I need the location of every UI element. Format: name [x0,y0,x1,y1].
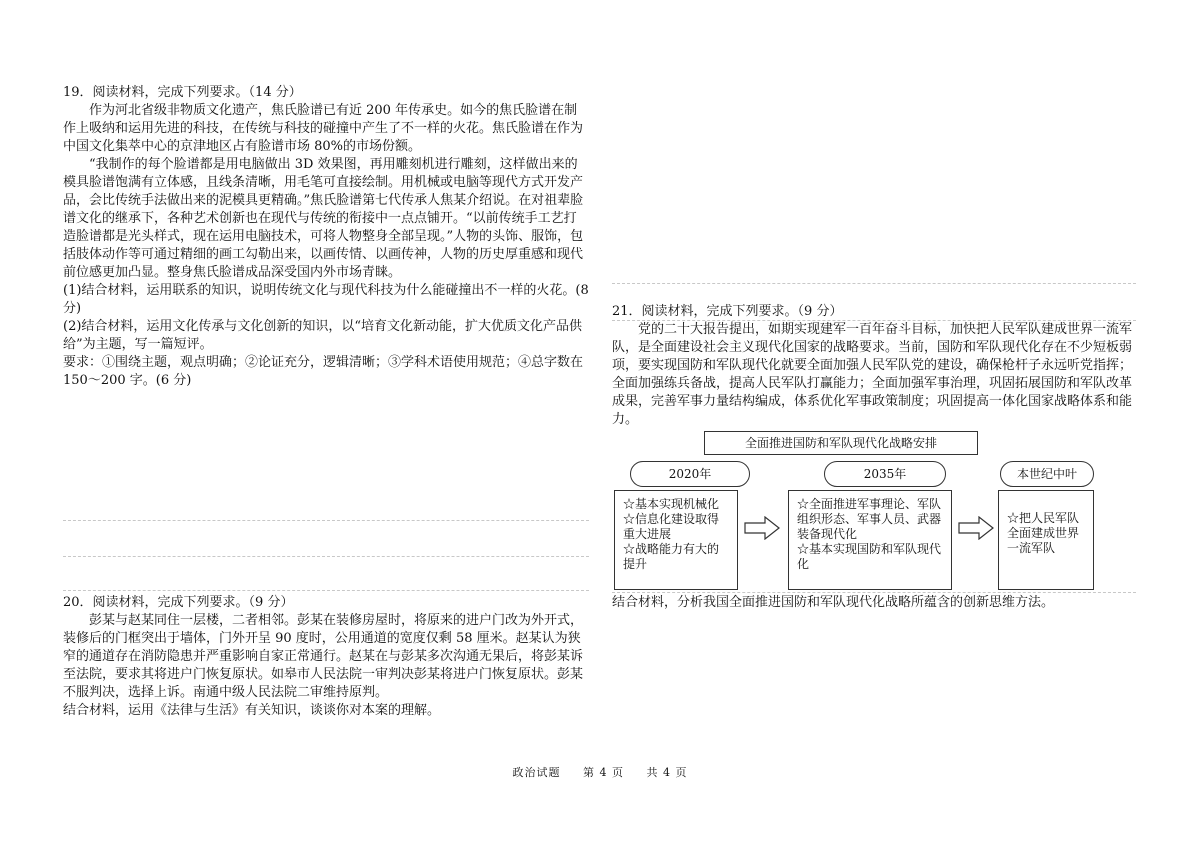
stage-box-2035 [788,490,952,590]
answer-line [63,590,589,591]
q21-question: 结合材料，分析我国全面推进国防和军队现代化战略所蕴含的创新思维方法。 [612,595,1055,610]
answer-line [63,520,589,521]
stage-item: ☆战略能力有大的提升 [623,542,720,571]
q19-subquestion-1: (1)结合材料，运用联系的知识，说明传统文化与现代科技为什么能碰撞出不一样的火花。(8 分) [63,283,589,316]
stage-item: ☆基本实现机械化 [623,497,720,511]
stage-pill-2020: 2020年 [630,461,750,487]
stage-item: ☆把人民军队全面建成世界一流军队 [1007,511,1080,555]
diagram-title: 全面推进国防和军队现代化战略安排 [704,431,978,455]
question-21 [612,303,1140,429]
q20-question: 结合材料，运用《法律与生活》有关知识，谈谈你对本案的理解。 [63,703,441,718]
footer-page: 第 4 页 [583,766,624,779]
q19-requirements: 要求：①围绕主题，观点明确；②论证充分，逻辑清晰；③学科术语使用规范；④总字数在 150～200 字。(6 分) [63,355,584,388]
stage-pill-2035: 2035年 [824,461,946,487]
q20-header: 20．阅读材料，完成下列要求。（9 分） [63,595,294,610]
strategy-diagram [612,428,1098,593]
question-19 [63,84,589,390]
footer-subject: 政治试题 [512,766,561,779]
stage-item: ☆信息化建设取得重大进展 [623,512,720,541]
q21-header: 21．阅读材料，完成下列要求。（9 分） [612,304,843,319]
q19-subquestion-2: (2)结合材料，运用文化传承与文化创新的知识，以“培育文化新动能，扩大优质文化产品供给”为主题，写一篇短评。 [63,319,583,352]
answer-line [612,283,1136,284]
page-footer [0,764,1200,780]
q19-paragraph-1: 作为河北省级非物质文化遗产，焦氏脸谱已有近 200 年传承史。如今的焦氏脸谱在制作上吸纳和运用先进的科技，在传统与科技的碰撞中产生了不一样的火花。焦氏脸谱在作为中国文化集萃中心的京津地区占有脸谱市场 80%的市场份额。 [63,103,584,154]
footer-total: 共 4 页 [646,766,688,779]
right-arrow-icon [958,516,994,540]
q19-paragraph-2: “我制作的每个脸谱都是用电脑做出 3D 效果图，再用雕刻机进行雕刻，这样做出来的模具脸谱饱满有立体感，且线条清晰，用毛笔可直接绘制。用机械或电脑等现代方式开发产品，会比传统手法做出来的泥模具更精确。”焦氏脸谱第七代传承人焦某介绍说。在对祖辈脸谱文化的继承下，各种艺术创新也在现代与传统的衔接中一点点铺开。“以前传统手工艺打造脸谱都是光头样式，现在运用电脑技术，可将人物整身全部呈现。”人物的头饰、服饰，包括肢体动作等可通过精细的画工勾勒出来，以画传情、以画传神，人物的历史厚重感和现代前位感更加凸显。整身焦氏脸谱成品深受国内外市场青睐。 [63,157,584,280]
q20-paragraph-1: 彭某与赵某同住一层楼，二者相邻。彭某在装修房屋时，将原来的进户门改为外开式，装修后的门框突出于墙体，门外开呈 90 度时，公用通道的宽度仅剩 58 厘米。赵某认为狭窄的通道存在消防隐患并严重影响自家正常通行。赵某在与彭某多次沟通无果后，将彭某诉至法院，要求其将进户门恢复原状。如皋市人民法院一审判决彭某将进户门恢复原状。彭某不服判决，选择上诉。南通中级人民法院二审维持原判。 [63,613,584,700]
q21-paragraph-1: 党的二十大报告提出，如期实现建军一百年奋斗目标，加快把人民军队建成世界一流军队，是全面建设社会主义现代化国家的战略要求。当前，国防和军队现代化存在不少短板弱项，要实现国防和军队现代化就要全面加强人民军队党的建设，确保枪杆子永远听党指挥；全面加强练兵备战，提高人民军队打赢能力；全面加强军事治理，巩固拓展国防和军队改革成果，完善军事力量结构编成，体系优化军事政策制度；巩固提高一体化国家战略体系和能力。 [612,322,1133,427]
answer-line [63,556,589,557]
stage-pill-mid-century: 本世纪中叶 [1000,461,1094,487]
question-20 [63,594,589,720]
q19-header: 19．阅读材料，完成下列要求。（14 分） [63,85,302,100]
stage-item: ☆全面推进军事理论、军队组织形态、军事人员、武器装备现代化 [797,497,942,541]
stage-box-mid-century [998,490,1094,590]
stage-item: ☆基本实现国防和军队现代化 [797,542,942,571]
q21-question-block [612,594,1140,612]
stage-box-2020 [614,490,738,590]
right-arrow-icon [744,516,780,540]
